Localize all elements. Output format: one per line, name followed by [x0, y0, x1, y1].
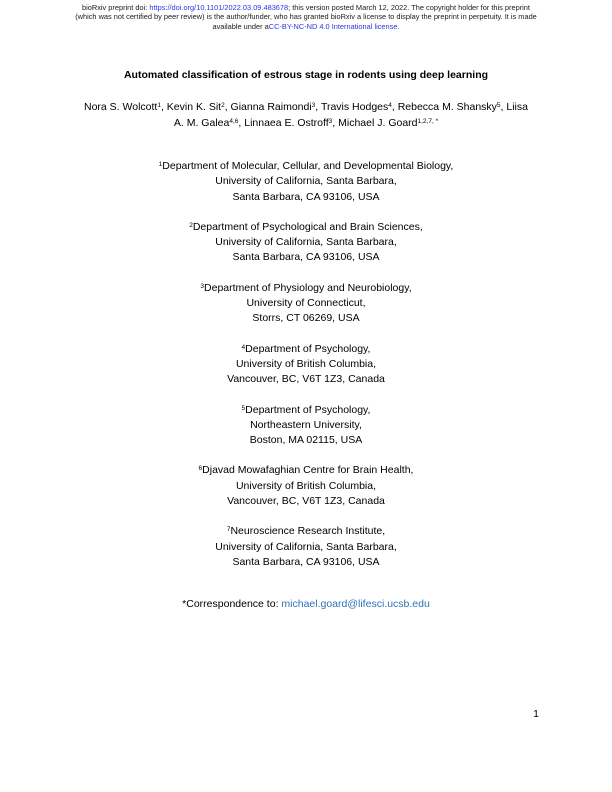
- paper-title: Automated classification of estrous stage in rodents using deep learning: [123, 69, 489, 81]
- affiliation-line: University of California, Santa Barbara,: [215, 540, 397, 553]
- affiliation-line: $^4$Department of Psychology,: [241, 342, 371, 355]
- page-number: 1: [533, 708, 539, 720]
- affiliation-line: $^7$Neuroscience Research Institute,: [226, 525, 386, 538]
- affiliation-number-superscript: 2: [189, 221, 193, 229]
- affiliation-line: Storrs, CT 06269, USA: [252, 312, 360, 325]
- affiliation-line: Santa Barbara, CA 93106, USA: [232, 251, 380, 264]
- author-affiliation-superscript: 4,6: [229, 117, 239, 125]
- affiliation-line: $^1$Department of Molecular, Cellular, and Developmental Biology,: [158, 160, 454, 172]
- affiliation-number-superscript: 1: [158, 161, 163, 168]
- preprint-notice-line-2: (which was not certified by peer review) is the author/funder, who has granted bioRxiv a license to display the preprint in perpetuity. It is made: [75, 12, 537, 22]
- affiliation-block: [0, 463, 612, 509]
- author-name: , Liisa: [500, 101, 528, 113]
- affiliation-list: [0, 159, 612, 585]
- affiliation-number-superscript: 6: [198, 465, 203, 473]
- author-name: , Michael J. Goard: [332, 116, 418, 129]
- affiliation-line: $^5$Department of Psychology,: [241, 403, 371, 416]
- affiliation-line: Santa Barbara, CA 93106, USA: [232, 555, 380, 568]
- author-name: A. M. Galea: [173, 116, 230, 129]
- affiliation-line: Santa Barbara, CA 93106, USA: [232, 190, 380, 203]
- affiliation-line: Vancouver, BC, V6T 1Z3, Canada: [227, 373, 385, 386]
- affiliation-line: Northeastern University,: [250, 418, 362, 431]
- affiliation-block: [0, 524, 612, 570]
- affiliation-number-superscript: 7: [226, 526, 231, 534]
- author-affiliation-superscript: 3: [311, 102, 316, 109]
- affiliation-line: University of California, Santa Barbara,: [215, 175, 397, 188]
- affiliation-line: University of Connecticut,: [246, 297, 366, 310]
- affiliation-line: $^3$Department of Physiology and Neurobiology,: [200, 281, 412, 294]
- affiliation-number-superscript: 3: [200, 282, 205, 290]
- affiliation-line: University of British Columbia,: [235, 479, 377, 492]
- preprint-notice-line-1: [0, 3, 612, 12]
- author-line: [56, 116, 556, 132]
- author-affiliation-superscript: 1,2,7, *: [417, 117, 439, 125]
- affiliation-number-superscript: 5: [241, 404, 246, 412]
- author-affiliation-superscript: 1: [157, 102, 161, 109]
- notice-text: bioRxiv preprint doi:: [82, 3, 150, 12]
- affiliation-block: [0, 281, 612, 327]
- doi-link[interactable]: https://doi.org/10.1101/2022.03.09.483678: [149, 3, 289, 12]
- correspondence-email-link[interactable]: michael.goard@lifesci.ucsb.edu: [281, 598, 430, 610]
- affiliation-line: University of British Columbia,: [235, 357, 377, 370]
- notice-text: .: [397, 21, 400, 31]
- affiliation-line: Boston, MA 02115, USA: [249, 434, 363, 447]
- affiliation-line: $^2$Department of Psychological and Brain Sciences,: [189, 220, 423, 233]
- author-name: , Rebecca M. Shansky: [391, 101, 497, 113]
- author-affiliation-superscript: 5: [496, 102, 501, 109]
- author-name: , Linnaea E. Ostroff: [238, 116, 329, 129]
- preprint-notice: [0, 3, 612, 31]
- affiliation-block: [0, 159, 612, 205]
- affiliation-block: [0, 220, 612, 266]
- correspondence-label: *Correspondence to:: [182, 598, 282, 610]
- author-name: Nora S. Wolcott: [84, 101, 158, 113]
- author-affiliation-superscript: 4: [388, 102, 392, 109]
- author-affiliation-superscript: 3: [328, 117, 333, 125]
- author-name: , Travis Hodges: [315, 101, 389, 113]
- author-list: [56, 100, 556, 131]
- notice-text: ; this version posted March 12, 2022. The copyright holder for this preprint: [288, 3, 530, 12]
- affiliation-line: $^6$Djavad Mowafaghian Centre for Brain Health,: [198, 464, 414, 477]
- affiliation-block: [0, 342, 612, 388]
- preprint-notice-line-3: [0, 22, 612, 31]
- author-name: , Gianna Raimondi: [224, 101, 312, 113]
- affiliation-line: University of California, Santa Barbara,: [215, 236, 397, 249]
- affiliation-block: [0, 403, 612, 449]
- author-name: , Kevin K. Sit: [160, 101, 222, 113]
- author-line: [56, 100, 556, 116]
- author-affiliation-superscript: 2: [221, 102, 225, 109]
- correspondence: [0, 597, 612, 612]
- affiliation-line: Vancouver, BC, V6T 1Z3, Canada: [227, 495, 385, 508]
- affiliation-number-superscript: 4: [241, 343, 246, 351]
- license-link[interactable]: CC-BY-NC-ND 4.0 International license: [268, 21, 398, 31]
- notice-text: available under a: [212, 21, 269, 31]
